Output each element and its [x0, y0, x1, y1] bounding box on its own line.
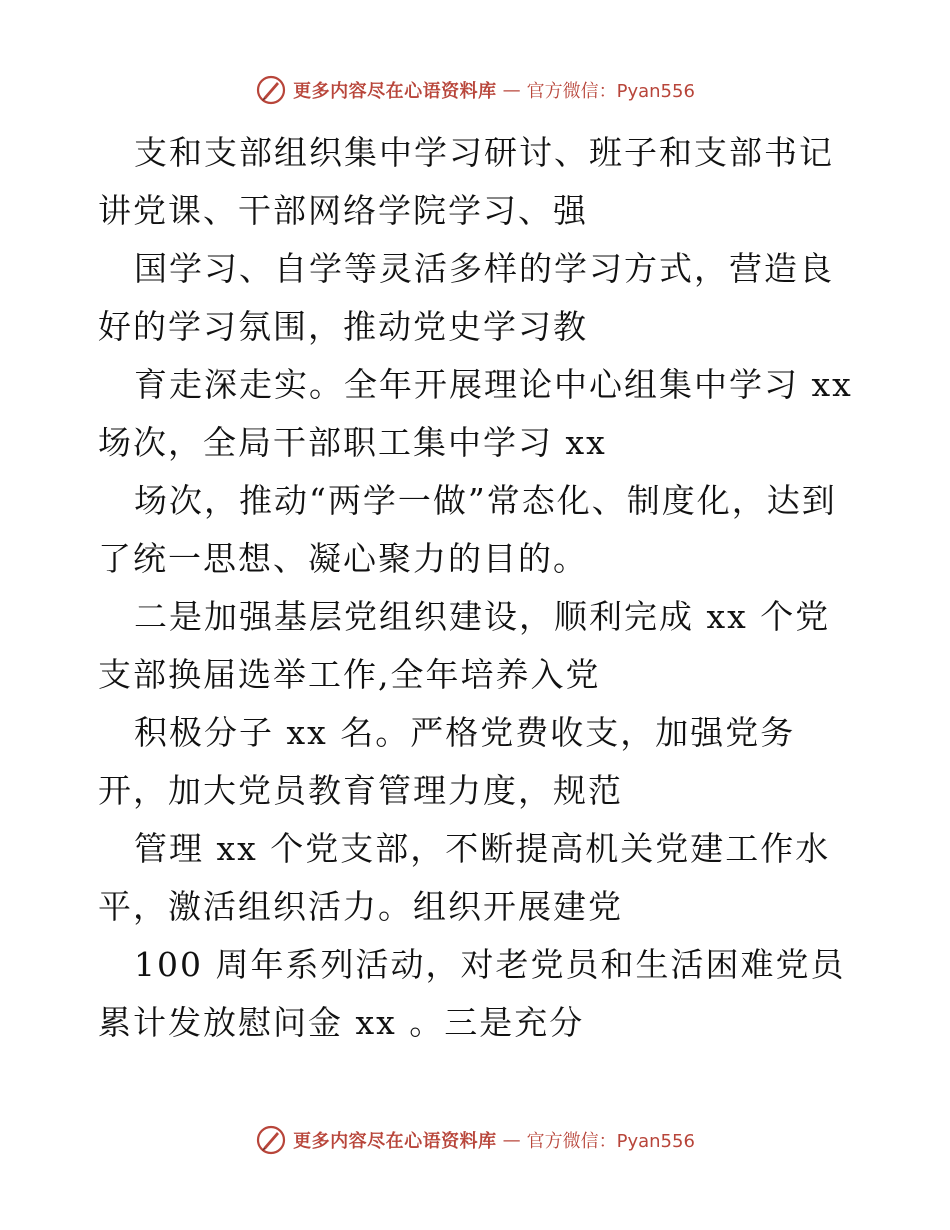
paragraph: 积极分子 xx 名。严格党费收支，加强党务开，加大党员教育管理力度，规范 — [98, 713, 796, 810]
paragraph: 管理 xx 个党支部，不断提高机关党建工作水平，激活组织活力。组织开展建党 — [98, 829, 831, 926]
banner-dash: — — [502, 1129, 521, 1151]
paragraph: 二是加强基层党组织建设，顺利完成 xx 个党支部换届选举工作,全年培养入党 — [98, 597, 831, 694]
paragraph: 育走深走实。全年开展理论中心组集中学习 xx 场次，全局干部职工集中学习 xx — [98, 365, 853, 462]
quill-logo-icon — [255, 74, 287, 106]
banner-sub-text: 官方微信：Pyan556 — [526, 1131, 695, 1152]
quill-logo-icon — [255, 1124, 287, 1156]
paragraph: 100 周年系列活动，对老党员和生活困难党员累计发放慰问金 xx 。三是充分 — [98, 945, 846, 1042]
banner-main-text: 更多内容尽在心语资料库 — [293, 1131, 497, 1152]
footer-watermark-banner — [0, 1120, 950, 1160]
document-body — [98, 124, 858, 1052]
banner-main-text: 更多内容尽在心语资料库 — [293, 81, 497, 102]
banner-sub-text: 官方微信：Pyan556 — [526, 81, 695, 102]
paragraph: 支和支部组织集中学习研讨、班子和支部书记讲党课、干部网络学院学习、强 — [98, 133, 834, 230]
banner-dash: — — [502, 79, 521, 101]
header-watermark-banner — [0, 70, 950, 110]
paragraph: 国学习、自学等灵活多样的学习方式，营造良好的学习氛围，推动党史学习教 — [98, 249, 834, 346]
paragraph: 场次，推动“两学一做”常态化、制度化，达到了统一思想、凝心聚力的目的。 — [98, 481, 837, 578]
